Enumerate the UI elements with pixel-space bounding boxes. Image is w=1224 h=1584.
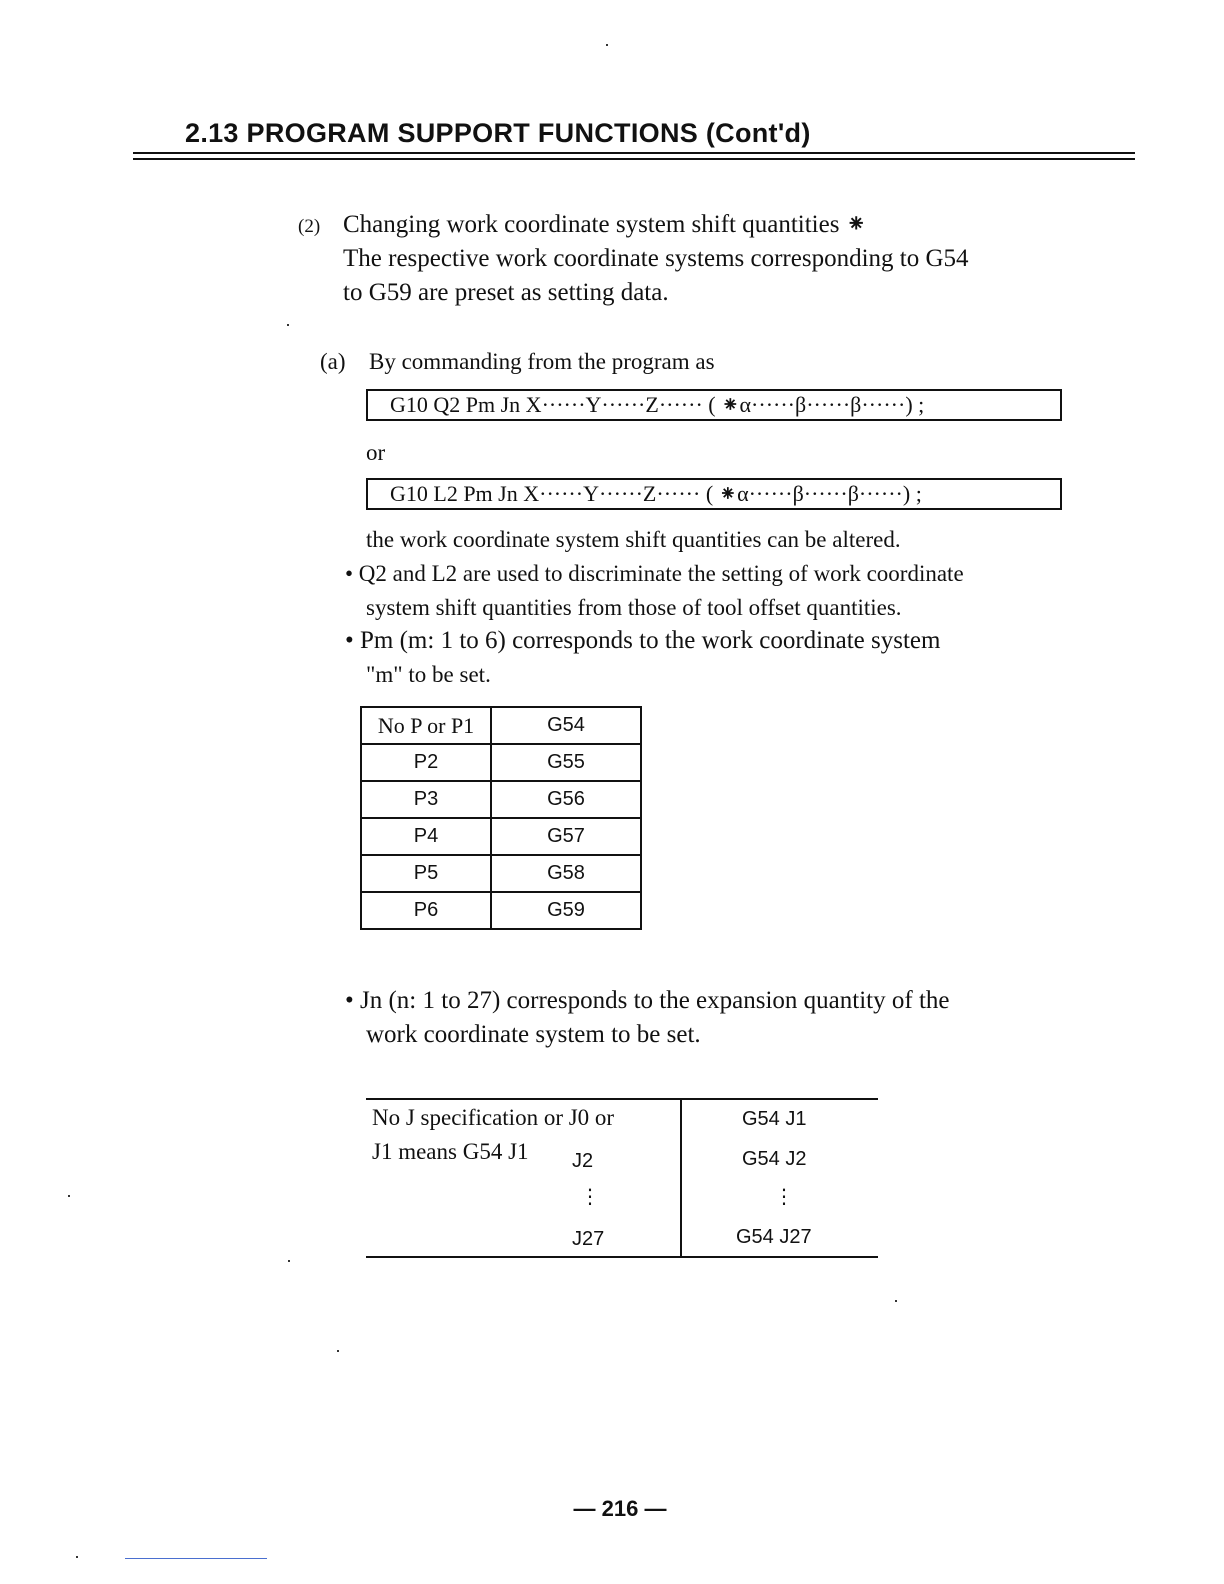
or-text: or — [366, 440, 386, 465]
header-rule-bottom — [133, 158, 1135, 160]
j-table-right-row2: G54 J2 — [742, 1148, 807, 1170]
item-a-text: By commanding from the program as — [369, 349, 715, 374]
table-cell-p: P4 — [361, 818, 491, 855]
command-box-q2: G10 Q2 Pm Jn X······Y······Z······ ( ⁕α······β······β······) ; — [366, 389, 1062, 421]
table-cell-p: P6 — [361, 892, 491, 929]
table-cell-g: G58 — [491, 855, 641, 892]
j-table-right-dots: ⋮ — [774, 1186, 794, 1208]
table-cell-p: No P or P1 — [361, 707, 491, 744]
bullet-jn-line1: • Jn (n: 1 to 27) corresponds to the expansion quantity of the — [345, 987, 950, 1014]
scan-speck — [68, 1195, 70, 1197]
scan-speck — [76, 1556, 78, 1558]
j-table-left-line2: J1 means G54 J1 — [372, 1139, 529, 1164]
command-box-l2: G10 L2 Pm Jn X······Y······Z······ ( ⁕α······β······β······) ; — [366, 478, 1062, 510]
table-cell-g: G57 — [491, 818, 641, 855]
section-heading: Changing work coordinate system shift quantities ⁕ — [343, 211, 867, 238]
j-table-right-row1: G54 J1 — [742, 1108, 807, 1130]
table-cell-g: G59 — [491, 892, 641, 929]
section-intro-line1: The respective work coordinate systems corresponding to G54 — [343, 245, 969, 272]
table-cell-g: G56 — [491, 781, 641, 818]
j-table-right-row3: G54 J27 — [736, 1226, 812, 1248]
scan-speck — [606, 44, 608, 46]
bullet-pm-line1: • Pm (m: 1 to 6) corresponds to the work coordinate system — [345, 627, 941, 654]
j-table-left-dots: ⋮ — [580, 1186, 600, 1208]
table-row — [361, 781, 641, 818]
j-table-bottom-rule — [366, 1256, 878, 1258]
table-row — [361, 707, 641, 744]
table-row — [361, 892, 641, 929]
bullet-q2-l2-line2: system shift quantities from those of tool offset quantities. — [366, 595, 902, 620]
p-to-g-table — [360, 706, 642, 930]
table-row — [361, 855, 641, 892]
table-cell-g: G55 — [491, 744, 641, 781]
j-table-top-rule — [366, 1098, 878, 1100]
result-text: the work coordinate system shift quantities can be altered. — [366, 527, 901, 552]
j-table-left-j2: J2 — [572, 1150, 594, 1172]
item-a-label: (a) — [320, 349, 346, 374]
page-number: — 216 — — [573, 1496, 667, 1521]
table-row — [361, 818, 641, 855]
section-intro-line2: to G59 are preset as setting data. — [343, 279, 669, 306]
j-table-left-j27: J27 — [572, 1228, 605, 1250]
section-number: (2) — [298, 216, 321, 237]
section-header-title: 2.13 PROGRAM SUPPORT FUNCTIONS (Cont'd) — [185, 118, 811, 148]
table-row — [361, 744, 641, 781]
table-cell-p: P5 — [361, 855, 491, 892]
table-cell-g: G54 — [491, 707, 641, 744]
bullet-pm-line2: "m" to be set. — [366, 662, 491, 687]
header-rule-top — [133, 152, 1135, 154]
table-cell-p: P2 — [361, 744, 491, 781]
j-table-left-line1: No J specification or J0 or — [372, 1105, 615, 1130]
footer-line — [125, 1558, 267, 1559]
j-table-divider — [680, 1098, 682, 1258]
table-cell-p: P3 — [361, 781, 491, 818]
bullet-jn-line2: work coordinate system to be set. — [366, 1021, 701, 1048]
scan-speck — [337, 1350, 339, 1352]
scan-speck — [288, 1260, 290, 1262]
scan-speck — [287, 324, 289, 326]
scan-speck — [895, 1300, 897, 1302]
bullet-q2-l2-line1: • Q2 and L2 are used to discriminate the setting of work coordinate — [345, 561, 964, 586]
